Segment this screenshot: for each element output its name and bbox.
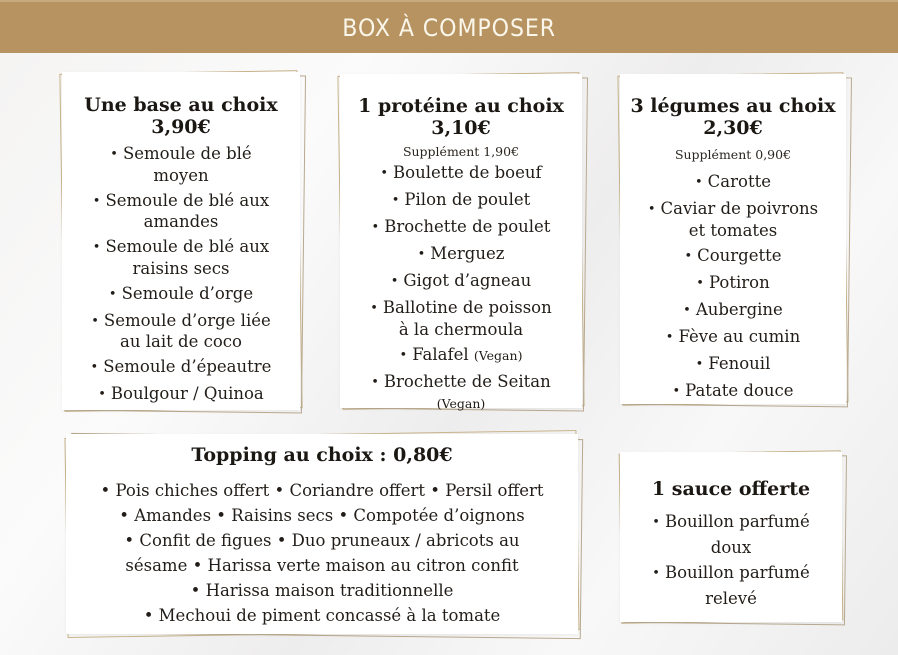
card-proteine xyxy=(340,74,582,411)
vegan-note: (Vegan) xyxy=(436,396,486,411)
bullet-icon: • xyxy=(652,566,660,581)
list-item: • Semoule de blé aux amandes xyxy=(92,190,270,231)
list-item: • Semoule d’orge xyxy=(108,283,254,303)
bullet-icon: • xyxy=(683,302,691,318)
list-item: • Brochette de Seitan (Vegan) xyxy=(371,371,551,411)
bullet-icon: • xyxy=(90,360,99,375)
page-title: BOX À COMPOSER xyxy=(342,13,556,42)
bullet-icon: • xyxy=(380,166,389,181)
topping-line: • Mechoui de piment concassé à la tomate xyxy=(143,606,501,625)
bullet-icon: • xyxy=(390,274,399,289)
card-base xyxy=(62,72,300,410)
bullet-icon: • xyxy=(652,515,660,530)
list-item: • Boulette de boeuf xyxy=(380,163,542,182)
bullet-icon: • xyxy=(98,387,106,402)
list-item: • Gigot d’agneau xyxy=(390,271,532,290)
list-item: • Merguez xyxy=(417,244,505,263)
item-list xyxy=(340,163,582,414)
list-item: • Semoule d’orge liée au lait de coco xyxy=(91,310,271,351)
header-banner xyxy=(0,0,898,53)
card-legumes xyxy=(620,74,846,404)
bullet-icon: • xyxy=(391,193,400,208)
bullet-icon: • xyxy=(370,301,378,316)
bullet-icon: • xyxy=(417,247,426,262)
bullet-icon: • xyxy=(92,193,101,209)
supplement-note: Supplément 0,90€ xyxy=(674,147,792,162)
item-list xyxy=(62,144,300,406)
bullet-icon: • xyxy=(91,313,99,329)
bullet-icon: • xyxy=(371,220,380,235)
list-item: • Boulgour / Quinoa xyxy=(98,384,264,403)
list-item: • Semoule d’épeautre xyxy=(90,357,272,376)
bullet-icon: • xyxy=(399,347,408,363)
list-item: • Fève au cumin xyxy=(665,326,801,346)
item-list xyxy=(620,172,846,402)
list-item: • Brochette de poulet xyxy=(371,217,551,236)
bullet-icon: • xyxy=(684,248,693,264)
item-list xyxy=(620,510,842,611)
list-item: • Semoule de blé aux raisins secs xyxy=(92,237,270,278)
card-title: 1 protéine au choix xyxy=(358,95,564,117)
list-item: • Potiron xyxy=(696,272,770,292)
list-item: • Semoule de blé moyen xyxy=(110,144,252,185)
card-sauce xyxy=(620,452,842,622)
topping-line: • Pois chiches offert • Coriandre offert • Persil offert xyxy=(100,481,544,500)
card-title: 3 légumes au choix xyxy=(630,95,836,117)
list-item: • Bouillon parfumé doux xyxy=(652,512,810,557)
bullet-icon: • xyxy=(108,286,117,302)
card-title: Topping au choix : 0,80€ xyxy=(191,444,453,466)
bullet-icon: • xyxy=(665,329,674,345)
vegan-note: (Vegan) xyxy=(473,347,523,363)
list-item: • Aubergine xyxy=(683,299,783,319)
list-item: • Patate douce xyxy=(672,380,794,400)
list-item: • Fenouil xyxy=(695,353,771,373)
card-title: Une base au choix xyxy=(84,94,278,116)
list-item: • Falafel (Vegan) xyxy=(399,344,523,364)
bullet-icon: • xyxy=(92,240,101,255)
list-item: • Ballotine de poisson à la chermoula xyxy=(370,298,552,339)
topping-line: • Confit de figues • Duo pruneaux / abricots au xyxy=(124,531,520,550)
card-price: 3,90€ xyxy=(151,116,211,138)
bullet-icon: • xyxy=(110,147,118,162)
bullet-icon: • xyxy=(696,275,704,291)
topping-line: sésame • Harissa verte maison au citron confit xyxy=(125,556,519,575)
card-title: 1 sauce offerte xyxy=(651,478,811,500)
bullet-icon: • xyxy=(647,202,656,217)
topping-line: • Amandes • Raisins secs • Compotée d’oignons xyxy=(119,506,525,525)
bullet-icon: • xyxy=(672,383,681,399)
list-item: • Courgette xyxy=(684,245,782,265)
bullet-icon: • xyxy=(695,356,704,372)
topping-list xyxy=(66,478,578,628)
card-topping xyxy=(66,434,578,634)
list-item: • Caviar de poivrons et tomates xyxy=(647,199,819,240)
supplement-note: Supplément 1,90€ xyxy=(402,144,520,159)
list-item: • Carotte xyxy=(695,172,771,191)
bullet-icon: • xyxy=(695,175,703,190)
list-item: • Pilon de poulet xyxy=(391,190,531,209)
card-price: 2,30€ xyxy=(703,117,763,139)
bullet-icon: • xyxy=(371,374,379,390)
card-price: 3,10€ xyxy=(431,117,491,139)
topping-line: • Harissa maison traditionnelle xyxy=(190,581,454,600)
list-item: • Bouillon parfumé relevé xyxy=(652,563,810,608)
